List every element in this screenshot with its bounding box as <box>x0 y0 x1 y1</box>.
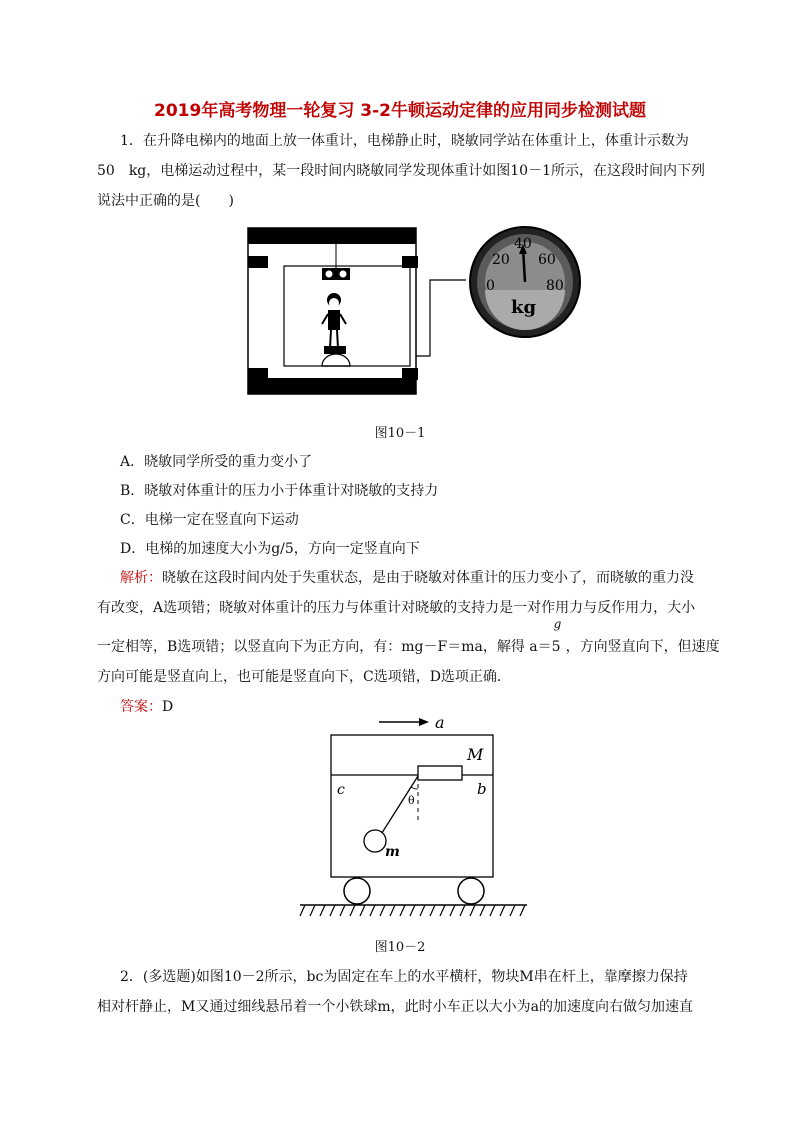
analysis-fraction <box>551 617 566 655</box>
q1-text-line2: 50 kg，电梯运动过程中，某一段时间内晓敏同学发现体重计如图10－1所示，在这段时间内下列 <box>97 163 705 179</box>
gauge-tick-80: 80 <box>546 278 564 294</box>
answer-value: D <box>162 699 174 715</box>
q1-analysis-line1 <box>120 567 694 587</box>
q1-analysis-line3 <box>97 617 720 656</box>
label-c: c <box>337 782 345 798</box>
q1-answer <box>120 696 173 716</box>
gauge-unit: kg <box>511 297 537 318</box>
analysis-text-3b: ，方向竖直向下，但速度 <box>565 639 720 655</box>
figure-10-1 <box>240 218 585 400</box>
document-title: 2019年高考物理一轮复习 3-2牛顿运动定律的应用同步检测试题 <box>154 101 646 121</box>
q2-text-line1: 2．(多选题)如图10－2所示，bc为固定在车上的水平横杆，物块M串在杆上，靠摩擦力保持 <box>120 969 688 985</box>
q1-analysis-line2: 有改变，A选项错；晓敏对体重计的压力与体重计对晓敏的支持力是一对作用力与反作用力，大小 <box>97 600 696 616</box>
answer-label: 答案： <box>120 699 162 715</box>
q1-option-d: D．电梯的加速度大小为g/5，方向一定竖直向下 <box>120 541 420 557</box>
q1-option-b: B．晓敏对体重计的压力小于体重计对晓敏的支持力 <box>120 483 439 499</box>
fraction-numerator: g <box>553 617 562 631</box>
label-b: b <box>477 780 487 798</box>
label-acceleration-a: a <box>435 713 445 732</box>
figure-10-2 <box>295 710 535 925</box>
q1-option-a: A．晓敏同学所受的重力变小了 <box>120 454 313 470</box>
q1-analysis-line4: 方向可能是竖直向上，也可能是竖直向下，C选项错，D选项正确． <box>97 669 511 685</box>
analysis-label: 解析： <box>120 570 162 586</box>
analysis-text-3a: 一定相等，B选项错；以竖直向下为正方向，有：mg－F＝ma，解得 a＝ <box>97 639 552 655</box>
q2-text-line2: 相对杆静止，M又通过细线悬吊着一个小铁球m，此时小车正以大小为a的加速度向右做匀加速直 <box>97 999 693 1015</box>
label-theta: θ <box>408 794 415 807</box>
gauge-tick-20: 20 <box>492 252 510 268</box>
figure-10-2-caption: 图10－2 <box>374 940 426 955</box>
gauge-tick-0: 0 <box>486 278 495 294</box>
q1-text-line3: 说法中正确的是( ) <box>97 193 234 209</box>
figure-10-1-caption: 图10－1 <box>374 426 426 441</box>
label-m: m <box>385 844 400 860</box>
fraction-denominator: 5 <box>551 639 561 655</box>
label-M: M <box>467 745 484 764</box>
analysis-text-1: 晓敏在这段时间内处于失重状态，是由于晓敏对体重计的压力变小了，而晓敏的重力没 <box>162 570 694 586</box>
q1-text-line1: 1．在升降电梯内的地面上放一体重计，电梯静止时，晓敏同学站在体重计上，体重计示数为 <box>120 133 689 149</box>
gauge-tick-60: 60 <box>538 252 556 268</box>
q1-option-c: C．电梯一定在竖直向下运动 <box>120 512 299 528</box>
gauge-tick-40: 40 <box>514 236 532 252</box>
